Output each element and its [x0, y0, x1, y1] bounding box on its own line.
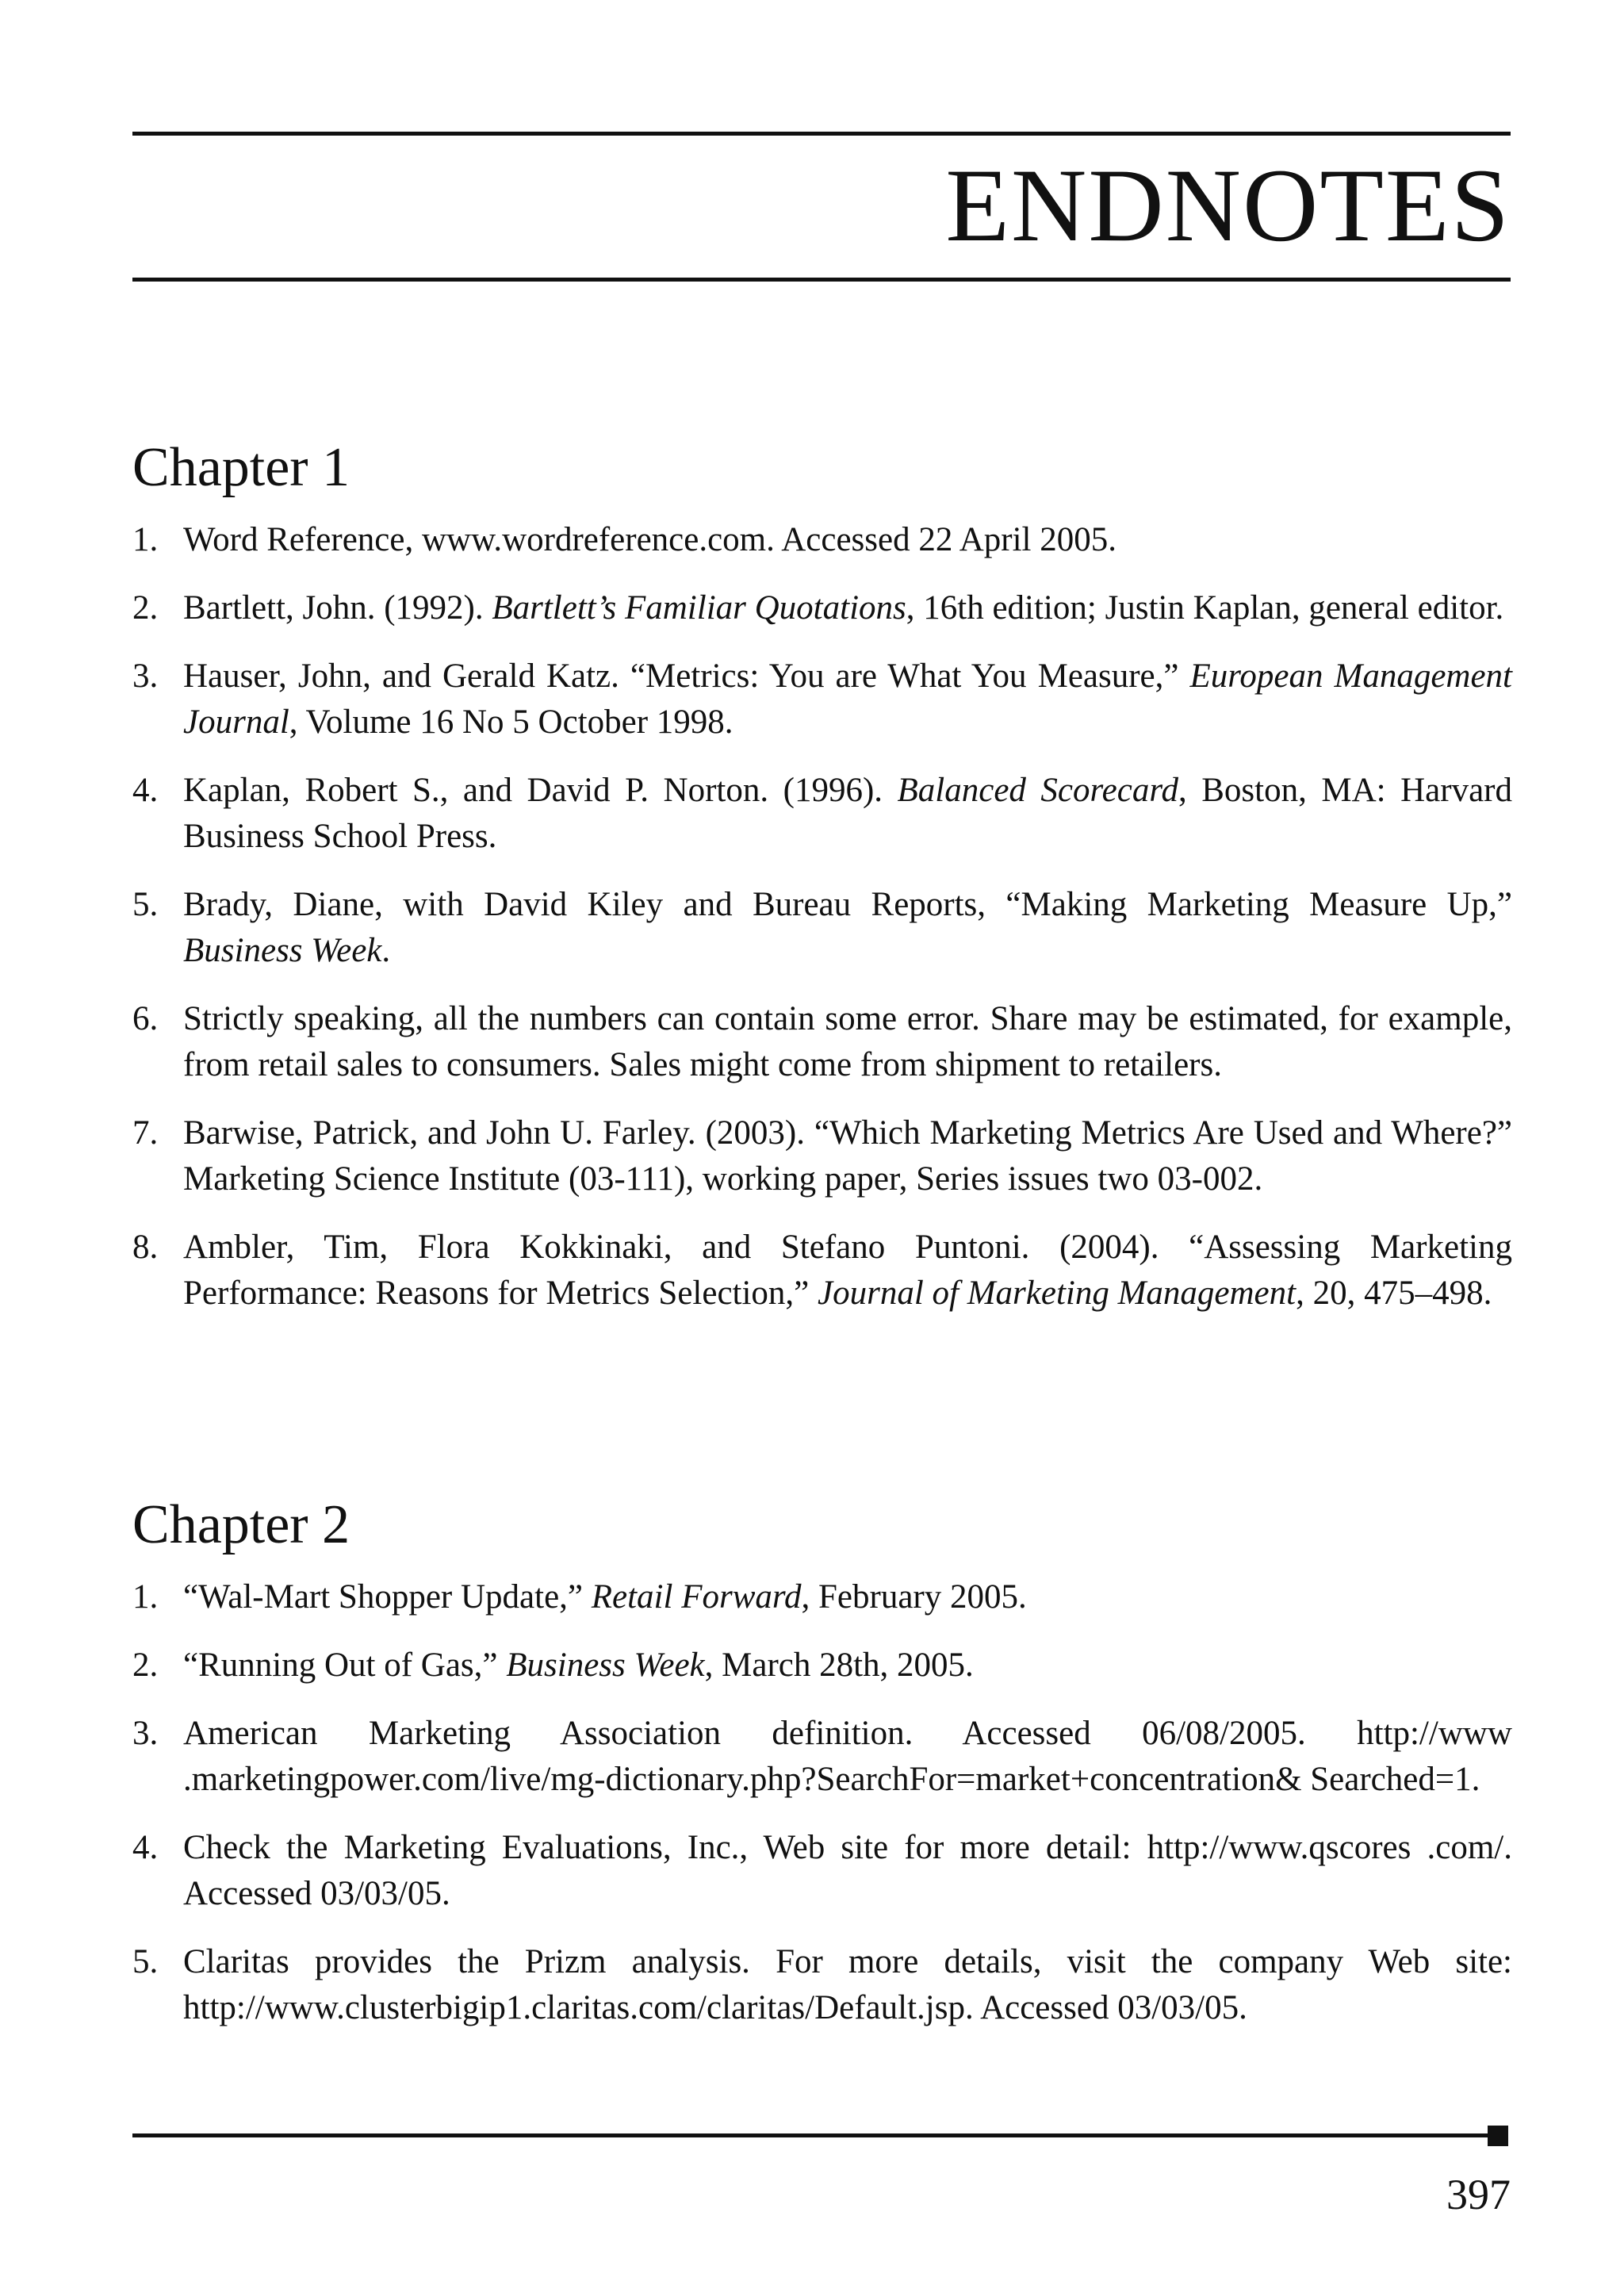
- endnote-text-part: “Wal-Mart Shopper Update,”: [183, 1578, 592, 1616]
- endnote-number: 2.: [132, 1647, 159, 1684]
- endnote-item: [132, 996, 1512, 1088]
- endnote-number: 4.: [132, 772, 159, 809]
- page-title: ENDNOTES: [945, 147, 1511, 263]
- endnote-text-part: .: [381, 932, 391, 969]
- chapter-2-notes: [132, 1574, 1512, 2053]
- endnote-number: 1.: [132, 1578, 159, 1616]
- endnote-italic-title: Journal of Marketing Management: [818, 1275, 1297, 1312]
- endnote-item: [132, 768, 1512, 860]
- endnote-italic-title: Business Week: [506, 1647, 705, 1684]
- endnote-italic-title: Retail Forward: [591, 1578, 802, 1616]
- endnote-text: [183, 1715, 1512, 1798]
- endnote-text-part: Hauser, John, and Gerald Katz. “Metrics: You are What You Measure,”: [183, 657, 1190, 695]
- chapter-1-heading: Chapter 1: [132, 437, 350, 498]
- endnote-text-part: Kaplan, Robert S., and David P. Norton. (1996).: [183, 772, 898, 809]
- endnote-number: 4.: [132, 1829, 159, 1866]
- endnote-item: [132, 1711, 1512, 1803]
- endnote-item: [132, 1939, 1512, 2031]
- endnote-number: 2.: [132, 589, 159, 627]
- endnote-text: [183, 589, 1503, 627]
- footer-rule: [132, 2133, 1488, 2137]
- endnote-number: 7.: [132, 1114, 159, 1152]
- chapter-2-heading: Chapter 2: [132, 1494, 350, 1555]
- endnote-text: [183, 521, 1116, 558]
- header-rule-bottom: [132, 278, 1511, 282]
- header-rule-top: [132, 132, 1511, 136]
- endnote-item: [132, 1643, 1512, 1689]
- endnote-number: 3.: [132, 657, 159, 695]
- endnote-text-part: Word Reference, www.wordreference.com. Accessed 22 April 2005.: [183, 521, 1116, 558]
- endnote-text-part: Strictly speaking, all the numbers can contain some error. Share may be estimated, for example, from retail sales to consumers. Sales might come from shipment to retailers.: [183, 1000, 1512, 1083]
- endnote-item: [132, 1225, 1512, 1317]
- footer-square-mark: [1488, 2126, 1508, 2146]
- endnote-text: [183, 657, 1512, 741]
- endnote-text: [183, 1114, 1512, 1198]
- endnote-item: [132, 654, 1512, 746]
- endnote-text-part: Brady, Diane, with David Kiley and Bureau Reports, “Making Marketing Measure Up,”: [183, 886, 1512, 923]
- endnote-text: [183, 1829, 1512, 1912]
- endnote-text-part: , 20, 475–498.: [1296, 1275, 1492, 1312]
- endnote-text-part: , 16th edition; Justin Kaplan, general editor.: [906, 589, 1504, 627]
- endnote-italic-title: Bartlett’s Familiar Quotations: [492, 589, 906, 627]
- endnote-item: [132, 1574, 1512, 1620]
- endnote-text-part: American Marketing Association definition. Accessed 06/08/2005. http://www .marketingpower.com/live/mg-dictionary.php?SearchFor=market+concentration& Searched=1.: [183, 1715, 1512, 1798]
- endnote-number: 5.: [132, 886, 159, 923]
- endnote-text: [183, 1943, 1512, 2026]
- endnote-text-part: , February 2005.: [801, 1578, 1027, 1616]
- endnote-text-part: Check the Marketing Evaluations, Inc., Web site for more detail: http://www.qscores .com/. Accessed 03/03/05.: [183, 1829, 1512, 1912]
- endnote-item: [132, 882, 1512, 974]
- endnote-number: 6.: [132, 1000, 159, 1037]
- endnote-text: [183, 1647, 974, 1684]
- endnote-number: 1.: [132, 521, 159, 558]
- endnote-text-part: Claritas provides the Prizm analysis. For more details, visit the company Web site: http://www.clusterbigip1.claritas.com/claritas/Default.jsp. Accessed 03/03/05.: [183, 1943, 1512, 2026]
- endnote-number: 8.: [132, 1229, 159, 1266]
- endnote-item: [132, 1110, 1512, 1202]
- endnote-item: [132, 585, 1512, 631]
- endnote-text-part: , March 28th, 2005.: [704, 1647, 974, 1684]
- endnote-text-part: Barwise, Patrick, and John U. Farley. (2003). “Which Marketing Metrics Are Used and Where?” Marketing Science Institute (03-111), working paper, Series issues two 03-002.: [183, 1114, 1512, 1198]
- endnote-italic-title: Balanced Scorecard: [897, 772, 1178, 809]
- endnote-text-part: Bartlett, John. (1992).: [183, 589, 492, 627]
- endnote-text-part: , Volume 16 No 5 October 1998.: [289, 703, 733, 741]
- endnote-item: [132, 517, 1512, 563]
- endnote-number: 5.: [132, 1943, 159, 1980]
- page-number: 397: [1446, 2171, 1511, 2218]
- endnote-text: [183, 772, 1512, 855]
- endnote-number: 3.: [132, 1715, 159, 1752]
- endnote-text: [183, 1229, 1512, 1312]
- endnote-text: [183, 1578, 1027, 1616]
- endnote-text-part: , Boston, MA: Harvard Business School Press.: [183, 772, 1512, 855]
- endnote-text-part: “Running Out of Gas,”: [183, 1647, 507, 1684]
- endnote-italic-title: Business Week: [183, 932, 382, 969]
- endnote-italic-title: European Management Journal: [183, 657, 1513, 741]
- chapter-1-notes: [132, 517, 1512, 1339]
- endnote-text-part: Ambler, Tim, Flora Kokkinaki, and Stefano Puntoni. (2004). “Assessing Marketing Performance: Reasons for Metrics Selection,”: [183, 1229, 1512, 1312]
- endnote-text: [183, 1000, 1512, 1083]
- endnote-item: [132, 1825, 1512, 1917]
- endnote-text: [183, 886, 1512, 969]
